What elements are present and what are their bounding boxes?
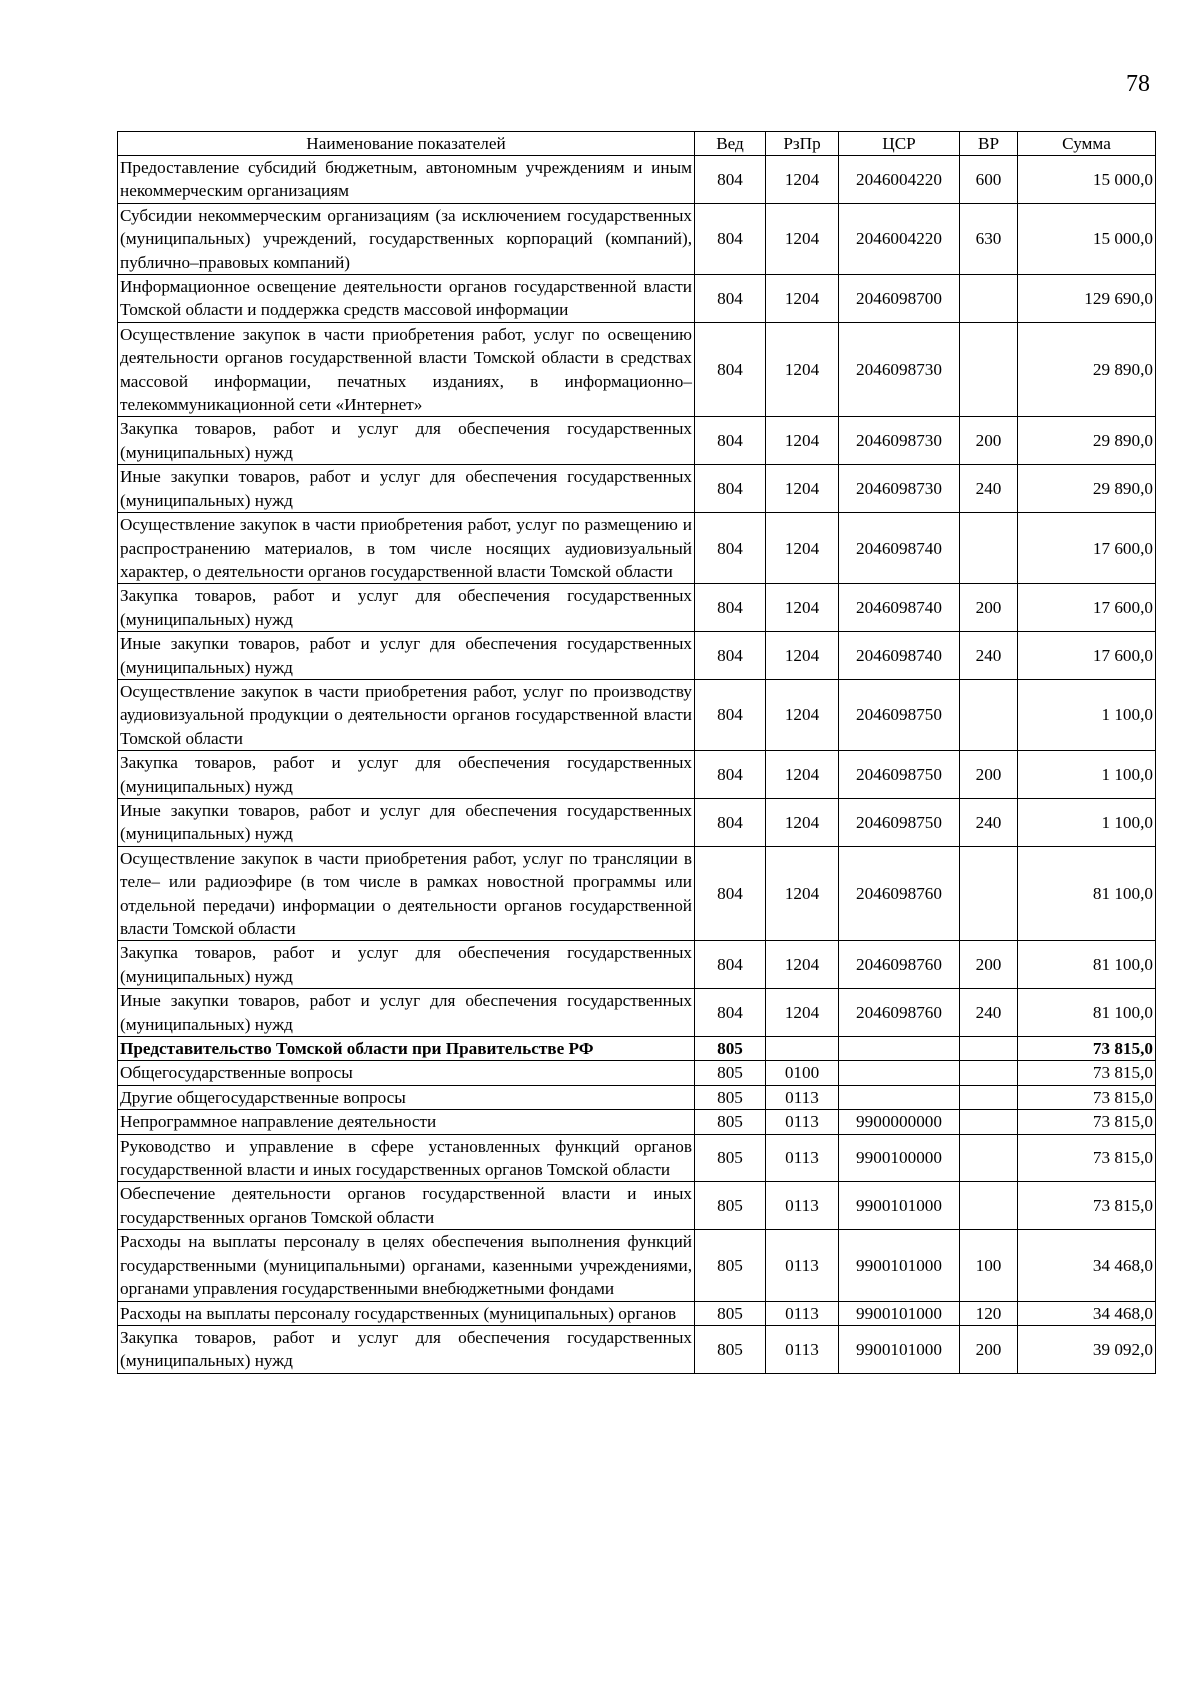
cell-sum: 1 100,0 <box>1018 679 1156 750</box>
table-header-row <box>118 132 1156 156</box>
table-row <box>118 846 1156 941</box>
cell-ved: 804 <box>695 322 766 417</box>
cell-csr: 2046098750 <box>839 798 960 846</box>
cell-vr: 200 <box>960 1325 1018 1373</box>
cell-vr: 600 <box>960 156 1018 204</box>
cell-ved: 804 <box>695 275 766 323</box>
cell-rzpr: 1204 <box>766 632 839 680</box>
header-vr: ВР <box>960 132 1018 156</box>
cell-vr <box>960 1134 1018 1182</box>
cell-rzpr: 1204 <box>766 584 839 632</box>
cell-ved: 805 <box>695 1325 766 1373</box>
cell-rzpr: 1204 <box>766 798 839 846</box>
table-row <box>118 1061 1156 1085</box>
cell-rzpr: 1204 <box>766 203 839 274</box>
cell-csr: 9900101000 <box>839 1301 960 1325</box>
cell-rzpr: 1204 <box>766 275 839 323</box>
cell-vr: 240 <box>960 632 1018 680</box>
cell-sum: 1 100,0 <box>1018 798 1156 846</box>
cell-name: Закупка товаров, работ и услуг для обеспечения государственных (муниципальных) нужд <box>118 751 695 799</box>
table-row <box>118 1325 1156 1373</box>
cell-name: Информационное освещение деятельности органов государственной власти Томской области и поддержка средств массовой информации <box>118 275 695 323</box>
cell-csr <box>839 1085 960 1109</box>
cell-csr: 9900000000 <box>839 1110 960 1134</box>
cell-vr <box>960 1182 1018 1230</box>
cell-ved: 805 <box>695 1182 766 1230</box>
cell-rzpr: 1204 <box>766 846 839 941</box>
cell-name: Обеспечение деятельности органов государственной власти и иных государственных органов Томской области <box>118 1182 695 1230</box>
cell-ved: 804 <box>695 798 766 846</box>
cell-vr: 120 <box>960 1301 1018 1325</box>
table-row <box>118 275 1156 323</box>
cell-ved: 804 <box>695 417 766 465</box>
cell-rzpr: 0113 <box>766 1182 839 1230</box>
cell-rzpr: 1204 <box>766 465 839 513</box>
cell-sum: 34 468,0 <box>1018 1301 1156 1325</box>
cell-csr: 2046098750 <box>839 679 960 750</box>
cell-rzpr: 1204 <box>766 156 839 204</box>
table-row <box>118 679 1156 750</box>
cell-vr: 240 <box>960 465 1018 513</box>
cell-vr <box>960 322 1018 417</box>
table-body <box>118 156 1156 1374</box>
cell-csr: 2046098760 <box>839 941 960 989</box>
cell-sum: 15 000,0 <box>1018 203 1156 274</box>
cell-vr <box>960 1085 1018 1109</box>
budget-table <box>117 131 1156 1374</box>
cell-name: Непрограммное направление деятельности <box>118 1110 695 1134</box>
header-rzpr: РзПр <box>766 132 839 156</box>
cell-ved: 804 <box>695 846 766 941</box>
cell-rzpr: 1204 <box>766 417 839 465</box>
cell-ved: 804 <box>695 632 766 680</box>
cell-ved: 804 <box>695 941 766 989</box>
cell-rzpr: 0113 <box>766 1110 839 1134</box>
cell-name: Предоставление субсидий бюджетным, автономным учреждениям и иным некоммерческим организациям <box>118 156 695 204</box>
cell-ved: 804 <box>695 465 766 513</box>
cell-csr: 9900101000 <box>839 1182 960 1230</box>
cell-csr: 2046004220 <box>839 156 960 204</box>
cell-csr: 2046098760 <box>839 989 960 1037</box>
table-row <box>118 1230 1156 1301</box>
cell-name: Расходы на выплаты персоналу государственных (муниципальных) органов <box>118 1301 695 1325</box>
cell-csr: 9900101000 <box>839 1325 960 1373</box>
cell-name: Субсидии некоммерческим организациям (за исключением государственных (муниципальных) учреждений, государственных корпораций (компаний), публично–правовых компаний) <box>118 203 695 274</box>
cell-rzpr: 1204 <box>766 513 839 584</box>
cell-rzpr: 1204 <box>766 751 839 799</box>
cell-vr: 200 <box>960 941 1018 989</box>
table-row <box>118 798 1156 846</box>
cell-sum: 81 100,0 <box>1018 989 1156 1037</box>
cell-csr <box>839 1037 960 1061</box>
cell-csr <box>839 1061 960 1085</box>
cell-ved: 805 <box>695 1301 766 1325</box>
table-row <box>118 1301 1156 1325</box>
header-csr: ЦСР <box>839 132 960 156</box>
cell-sum: 34 468,0 <box>1018 1230 1156 1301</box>
cell-rzpr: 0113 <box>766 1230 839 1301</box>
table-row <box>118 1182 1156 1230</box>
cell-vr: 240 <box>960 989 1018 1037</box>
table-row <box>118 632 1156 680</box>
cell-ved: 804 <box>695 584 766 632</box>
cell-rzpr <box>766 1037 839 1061</box>
table-row <box>118 989 1156 1037</box>
cell-csr: 2046098740 <box>839 584 960 632</box>
table-row <box>118 513 1156 584</box>
cell-sum: 39 092,0 <box>1018 1325 1156 1373</box>
cell-ved: 805 <box>695 1134 766 1182</box>
cell-name: Иные закупки товаров, работ и услуг для обеспечения государственных (муниципальных) нужд <box>118 798 695 846</box>
cell-name: Другие общегосударственные вопросы <box>118 1085 695 1109</box>
cell-vr <box>960 1061 1018 1085</box>
cell-csr: 2046098730 <box>839 322 960 417</box>
cell-csr: 2046098760 <box>839 846 960 941</box>
cell-sum: 73 815,0 <box>1018 1134 1156 1182</box>
cell-sum: 73 815,0 <box>1018 1085 1156 1109</box>
cell-vr <box>960 275 1018 323</box>
cell-sum: 1 100,0 <box>1018 751 1156 799</box>
table-row <box>118 584 1156 632</box>
cell-name: Иные закупки товаров, работ и услуг для обеспечения государственных (муниципальных) нужд <box>118 632 695 680</box>
cell-ved: 804 <box>695 989 766 1037</box>
page-number: 78 <box>1126 71 1150 97</box>
table-row <box>118 322 1156 417</box>
table-row <box>118 751 1156 799</box>
cell-rzpr: 0100 <box>766 1061 839 1085</box>
cell-csr: 2046098700 <box>839 275 960 323</box>
cell-name: Закупка товаров, работ и услуг для обеспечения государственных (муниципальных) нужд <box>118 417 695 465</box>
cell-rzpr: 1204 <box>766 941 839 989</box>
cell-name: Закупка товаров, работ и услуг для обеспечения государственных (муниципальных) нужд <box>118 941 695 989</box>
cell-sum: 15 000,0 <box>1018 156 1156 204</box>
cell-name: Закупка товаров, работ и услуг для обеспечения государственных (муниципальных) нужд <box>118 584 695 632</box>
cell-vr: 240 <box>960 798 1018 846</box>
cell-sum: 17 600,0 <box>1018 584 1156 632</box>
cell-csr: 9900101000 <box>839 1230 960 1301</box>
cell-csr: 9900100000 <box>839 1134 960 1182</box>
cell-ved: 804 <box>695 203 766 274</box>
header-name: Наименование показателей <box>118 132 695 156</box>
header-sum: Сумма <box>1018 132 1156 156</box>
cell-sum: 73 815,0 <box>1018 1110 1156 1134</box>
cell-vr <box>960 679 1018 750</box>
table-row <box>118 1037 1156 1061</box>
cell-rzpr: 1204 <box>766 322 839 417</box>
cell-sum: 81 100,0 <box>1018 941 1156 989</box>
header-ved: Вед <box>695 132 766 156</box>
cell-ved: 804 <box>695 679 766 750</box>
cell-ved: 805 <box>695 1110 766 1134</box>
cell-vr: 100 <box>960 1230 1018 1301</box>
cell-csr: 2046098730 <box>839 465 960 513</box>
cell-vr: 630 <box>960 203 1018 274</box>
cell-rzpr: 0113 <box>766 1085 839 1109</box>
cell-name: Расходы на выплаты персоналу в целях обеспечения выполнения функций государственными (муниципальными) органами, казенными учреждениями, органами управления государственными внебюджетными фондами <box>118 1230 695 1301</box>
cell-name: Закупка товаров, работ и услуг для обеспечения государственных (муниципальных) нужд <box>118 1325 695 1373</box>
cell-ved: 804 <box>695 751 766 799</box>
cell-sum: 17 600,0 <box>1018 513 1156 584</box>
cell-sum: 73 815,0 <box>1018 1061 1156 1085</box>
cell-name: Осуществление закупок в части приобретения работ, услуг по размещению и распространению материалов, в том числе носящих аудиовизуальный характер, о деятельности органов государственной власти Томской области <box>118 513 695 584</box>
cell-csr: 2046098740 <box>839 513 960 584</box>
cell-csr: 2046098750 <box>839 751 960 799</box>
cell-name: Осуществление закупок в части приобретения работ, услуг по трансляции в теле– или радиоэфире (в том числе в рамках новостной программы или отдельной передачи) информации о деятельности органов государственной власти Томской области <box>118 846 695 941</box>
cell-vr <box>960 846 1018 941</box>
cell-csr: 2046004220 <box>839 203 960 274</box>
cell-name: Иные закупки товаров, работ и услуг для обеспечения государственных (муниципальных) нужд <box>118 465 695 513</box>
cell-sum: 29 890,0 <box>1018 417 1156 465</box>
cell-name: Осуществление закупок в части приобретения работ, услуг по производству аудиовизуальной продукции о деятельности органов государственной власти Томской области <box>118 679 695 750</box>
table-row <box>118 1134 1156 1182</box>
cell-vr <box>960 1037 1018 1061</box>
cell-sum: 129 690,0 <box>1018 275 1156 323</box>
cell-name: Представительство Томской области при Правительстве РФ <box>118 1037 695 1061</box>
cell-ved: 805 <box>695 1037 766 1061</box>
cell-sum: 29 890,0 <box>1018 465 1156 513</box>
cell-rzpr: 0113 <box>766 1134 839 1182</box>
cell-name: Руководство и управление в сфере установленных функций органов государственной власти и иных государственных органов Томской области <box>118 1134 695 1182</box>
cell-rzpr: 0113 <box>766 1301 839 1325</box>
table-row <box>118 156 1156 204</box>
table-row <box>118 1110 1156 1134</box>
cell-vr: 200 <box>960 751 1018 799</box>
cell-vr: 200 <box>960 417 1018 465</box>
cell-name: Осуществление закупок в части приобретения работ, услуг по освещению деятельности органов государственной власти Томской области в средствах массовой информации, печатных изданиях, в информационно–телекоммуникационной сети «Интернет» <box>118 322 695 417</box>
cell-vr <box>960 1110 1018 1134</box>
cell-sum: 81 100,0 <box>1018 846 1156 941</box>
cell-csr: 2046098740 <box>839 632 960 680</box>
cell-rzpr: 1204 <box>766 989 839 1037</box>
cell-ved: 804 <box>695 156 766 204</box>
cell-sum: 29 890,0 <box>1018 322 1156 417</box>
cell-rzpr: 1204 <box>766 679 839 750</box>
cell-vr <box>960 513 1018 584</box>
table-row <box>118 941 1156 989</box>
table-row <box>118 203 1156 274</box>
table-row <box>118 465 1156 513</box>
cell-sum: 17 600,0 <box>1018 632 1156 680</box>
cell-csr: 2046098730 <box>839 417 960 465</box>
cell-ved: 805 <box>695 1061 766 1085</box>
cell-name: Общегосударственные вопросы <box>118 1061 695 1085</box>
cell-rzpr: 0113 <box>766 1325 839 1373</box>
cell-ved: 804 <box>695 513 766 584</box>
cell-sum: 73 815,0 <box>1018 1037 1156 1061</box>
cell-name: Иные закупки товаров, работ и услуг для обеспечения государственных (муниципальных) нужд <box>118 989 695 1037</box>
cell-ved: 805 <box>695 1230 766 1301</box>
cell-ved: 805 <box>695 1085 766 1109</box>
table-row <box>118 417 1156 465</box>
table-row <box>118 1085 1156 1109</box>
cell-vr: 200 <box>960 584 1018 632</box>
cell-sum: 73 815,0 <box>1018 1182 1156 1230</box>
